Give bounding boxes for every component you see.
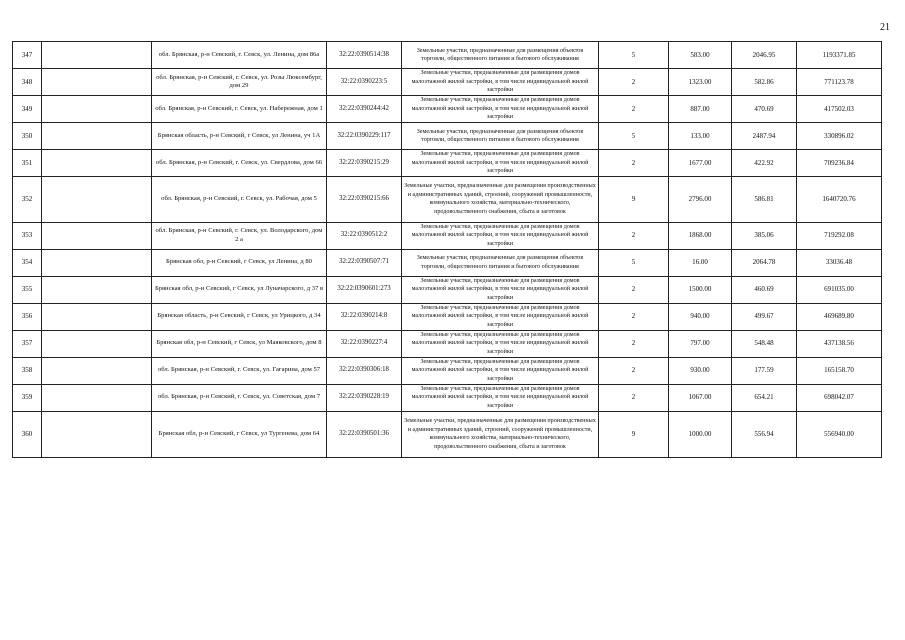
- cadastral-number-cell: 32:22:0390507:71: [327, 249, 402, 276]
- area-cell: 1000.00: [669, 411, 732, 457]
- cadastral-value-cell: 771123.78: [797, 69, 882, 96]
- group-cell: 9: [599, 176, 669, 222]
- table-row: [13, 42, 882, 69]
- specific-value-cell: 2046.95: [732, 42, 797, 69]
- address-cell: обл. Брянская, р-н Севский, г. Севск, ул. Советская, дом 7: [152, 384, 327, 411]
- land-use-cell: Земельные участки, предназначенные для размещения домов малоэтажной жилой застройки, в том числе индивидуальной жилой застройки: [402, 69, 599, 96]
- area-cell: 1500.00: [669, 276, 732, 303]
- row-number: 360: [13, 411, 42, 457]
- area-cell: 583.00: [669, 42, 732, 69]
- address-cell: обл. Брянская, р-н Севский, г. Севск, ул. Набережная, дом 1: [152, 96, 327, 123]
- specific-value-cell: 385.06: [732, 222, 797, 249]
- row-number: 359: [13, 384, 42, 411]
- group-cell: 2: [599, 222, 669, 249]
- address-cell: Брянская обл, р-н Севский, г Севск, ул Ленина, д 80: [152, 249, 327, 276]
- empty-cell: [42, 69, 152, 96]
- cadastral-value-cell: 1193371.85: [797, 42, 882, 69]
- cadastral-number-cell: 32:22:0390227:4: [327, 330, 402, 357]
- row-number: 352: [13, 176, 42, 222]
- table-row: [13, 303, 882, 330]
- group-cell: 5: [599, 123, 669, 150]
- group-cell: 2: [599, 276, 669, 303]
- address-cell: обл. Брянская, р-н Севский, г. Севск, ул. Свердлова, дом 66: [152, 150, 327, 177]
- empty-cell: [42, 276, 152, 303]
- group-cell: 5: [599, 249, 669, 276]
- empty-cell: [42, 222, 152, 249]
- row-number: 349: [13, 96, 42, 123]
- cadastral-value-cell: 437138.56: [797, 330, 882, 357]
- group-cell: 5: [599, 42, 669, 69]
- area-cell: 940.00: [669, 303, 732, 330]
- row-number: 350: [13, 123, 42, 150]
- cadastral-number-cell: 32:22:0390244:42: [327, 96, 402, 123]
- cadastral-number-cell: 32:22:0390223:5: [327, 69, 402, 96]
- land-plot-registry-table: [12, 41, 882, 458]
- table-row: [13, 96, 882, 123]
- specific-value-cell: 582.86: [732, 69, 797, 96]
- address-cell: Брянская обл, р-н Севский, г Севск, ул Тургенева, дом 64: [152, 411, 327, 457]
- empty-cell: [42, 42, 152, 69]
- row-number: 351: [13, 150, 42, 177]
- area-cell: 2796.00: [669, 176, 732, 222]
- row-number: 358: [13, 357, 42, 384]
- group-cell: 2: [599, 357, 669, 384]
- empty-cell: [42, 123, 152, 150]
- address-cell: Брянская область, р-н Севский, г Севск, ул Ленина, уч 1А: [152, 123, 327, 150]
- table-row: [13, 69, 882, 96]
- cadastral-value-cell: 698042.07: [797, 384, 882, 411]
- specific-value-cell: 499.67: [732, 303, 797, 330]
- row-number: 348: [13, 69, 42, 96]
- specific-value-cell: 586.81: [732, 176, 797, 222]
- table-row: [13, 411, 882, 457]
- specific-value-cell: 548.48: [732, 330, 797, 357]
- land-use-cell: Земельные участки, предназначенные для размещения домов малоэтажной жилой застройки, в том числе индивидуальной жилой застройки: [402, 222, 599, 249]
- land-use-cell: Земельные участки, предназначенные для размещения домов малоэтажной жилой застройки, в том числе индивидуальной жилой застройки: [402, 357, 599, 384]
- specific-value-cell: 470.69: [732, 96, 797, 123]
- specific-value-cell: 2487.94: [732, 123, 797, 150]
- empty-cell: [42, 303, 152, 330]
- cadastral-value-cell: 417502.03: [797, 96, 882, 123]
- table-row: [13, 222, 882, 249]
- cadastral-value-cell: 330896.02: [797, 123, 882, 150]
- cadastral-number-cell: 32:22:0390306:18: [327, 357, 402, 384]
- empty-cell: [42, 411, 152, 457]
- cadastral-number-cell: 32:22:0390514:38: [327, 42, 402, 69]
- land-use-cell: Земельные участки, предназначенные для размещения производственных и административных зданий, строений, сооружений промышленности, коммунального хозяйства, материально-технического, продовольственного снабжения, сбыта и заготовок: [402, 411, 599, 457]
- specific-value-cell: 177.59: [732, 357, 797, 384]
- specific-value-cell: 2064.78: [732, 249, 797, 276]
- table-row: [13, 276, 882, 303]
- area-cell: 887.00: [669, 96, 732, 123]
- group-cell: 2: [599, 96, 669, 123]
- group-cell: 2: [599, 384, 669, 411]
- empty-cell: [42, 384, 152, 411]
- land-use-cell: Земельные участки, предназначенные для размещения домов малоэтажной жилой застройки, в том числе индивидуальной жилой застройки: [402, 150, 599, 177]
- table-row: [13, 384, 882, 411]
- address-cell: обл. Брянская, р-н Севский, г. Севск, ул. Рабочая, дом 5: [152, 176, 327, 222]
- land-use-cell: Земельные участки, предназначенные для размещения домов малоэтажной жилой застройки, в том числе индивидуальной жилой застройки: [402, 276, 599, 303]
- address-cell: обл. Брянская, р-н Севский, г. Севск, ул. Гагарина, дом 57: [152, 357, 327, 384]
- area-cell: 133.00: [669, 123, 732, 150]
- cadastral-number-cell: 32:22:0390215:66: [327, 176, 402, 222]
- row-number: 353: [13, 222, 42, 249]
- address-cell: обл. Брянская, р-н Севский, г. Севск, ул. Розы Люксембург, дом 29: [152, 69, 327, 96]
- empty-cell: [42, 249, 152, 276]
- cadastral-number-cell: 32:22:0390512:2: [327, 222, 402, 249]
- address-cell: Брянская обл, р-н Севский, г Севск, ул Маяковского, дом 8: [152, 330, 327, 357]
- address-cell: обл. Брянская, р-н Севский, г. Севск, ул. Володарского, дом 2 а: [152, 222, 327, 249]
- address-cell: обл. Брянская, р-н Севский, г. Севск, ул. Ленина, дом 86а: [152, 42, 327, 69]
- empty-cell: [42, 330, 152, 357]
- area-cell: 1067.00: [669, 384, 732, 411]
- land-use-cell: Земельные участки, предназначенные для размещения объектов торговли, общественного питания и бытового обслуживания: [402, 42, 599, 69]
- address-cell: Брянская обл, р-н Севский, г Севск, ул Луначарского, д 37 в: [152, 276, 327, 303]
- area-cell: 16.00: [669, 249, 732, 276]
- land-use-cell: Земельные участки, предназначенные для размещения домов малоэтажной жилой застройки, в том числе индивидуальной жилой застройки: [402, 330, 599, 357]
- cadastral-number-cell: 32:22:0390215:29: [327, 150, 402, 177]
- cadastral-number-cell: 32:22:0390214:8: [327, 303, 402, 330]
- table-row: [13, 150, 882, 177]
- empty-cell: [42, 150, 152, 177]
- area-cell: 930.00: [669, 357, 732, 384]
- empty-cell: [42, 96, 152, 123]
- row-number: 355: [13, 276, 42, 303]
- cadastral-number-cell: 32:22:0390501:36: [327, 411, 402, 457]
- table-row: [13, 176, 882, 222]
- group-cell: 2: [599, 303, 669, 330]
- area-cell: 1323.00: [669, 69, 732, 96]
- area-cell: 1868.00: [669, 222, 732, 249]
- cadastral-value-cell: 691035.00: [797, 276, 882, 303]
- cadastral-number-cell: 32:22:0390229:117: [327, 123, 402, 150]
- cadastral-value-cell: 709236.84: [797, 150, 882, 177]
- group-cell: 2: [599, 69, 669, 96]
- empty-cell: [42, 357, 152, 384]
- land-use-cell: Земельные участки, предназначенные для размещения объектов торговли, общественного питания и бытового обслуживания: [402, 249, 599, 276]
- specific-value-cell: 654.21: [732, 384, 797, 411]
- table-row: [13, 249, 882, 276]
- table-row: [13, 123, 882, 150]
- table-body: [13, 42, 882, 458]
- group-cell: 2: [599, 330, 669, 357]
- row-number: 354: [13, 249, 42, 276]
- group-cell: 9: [599, 411, 669, 457]
- page-number: 21: [880, 22, 890, 33]
- specific-value-cell: 556.94: [732, 411, 797, 457]
- specific-value-cell: 422.92: [732, 150, 797, 177]
- area-cell: 1677.00: [669, 150, 732, 177]
- specific-value-cell: 460.69: [732, 276, 797, 303]
- address-cell: Брянская область, р-н Севский, г Севск, ул Урицкого, д 34: [152, 303, 327, 330]
- cadastral-number-cell: 32:22:0390228:19: [327, 384, 402, 411]
- table-row: [13, 330, 882, 357]
- cadastral-value-cell: 556940.00: [797, 411, 882, 457]
- land-use-cell: Земельные участки, предназначенные для размещения производственных и административных зданий, строений, сооружений промышленности, коммунального хозяйства, материально-технического, продовольственного снабжения, сбыта и заготовок: [402, 176, 599, 222]
- land-use-cell: Земельные участки, предназначенные для размещения домов малоэтажной жилой застройки, в том числе индивидуальной жилой застройки: [402, 384, 599, 411]
- land-use-cell: Земельные участки, предназначенные для размещения объектов торговли, общественного питания и бытового обслуживания: [402, 123, 599, 150]
- cadastral-value-cell: 33036.48: [797, 249, 882, 276]
- table-row: [13, 357, 882, 384]
- land-use-cell: Земельные участки, предназначенные для размещения домов малоэтажной жилой застройки, в том числе индивидуальной жилой застройки: [402, 96, 599, 123]
- cadastral-value-cell: 1640720.76: [797, 176, 882, 222]
- land-use-cell: Земельные участки, предназначенные для размещения домов малоэтажной жилой застройки, в том числе индивидуальной жилой застройки: [402, 303, 599, 330]
- row-number: 347: [13, 42, 42, 69]
- group-cell: 2: [599, 150, 669, 177]
- area-cell: 797.00: [669, 330, 732, 357]
- cadastral-value-cell: 719292.08: [797, 222, 882, 249]
- row-number: 357: [13, 330, 42, 357]
- row-number: 356: [13, 303, 42, 330]
- cadastral-value-cell: 165158.70: [797, 357, 882, 384]
- cadastral-value-cell: 469689.80: [797, 303, 882, 330]
- cadastral-number-cell: 32:22:0390601:273: [327, 276, 402, 303]
- empty-cell: [42, 176, 152, 222]
